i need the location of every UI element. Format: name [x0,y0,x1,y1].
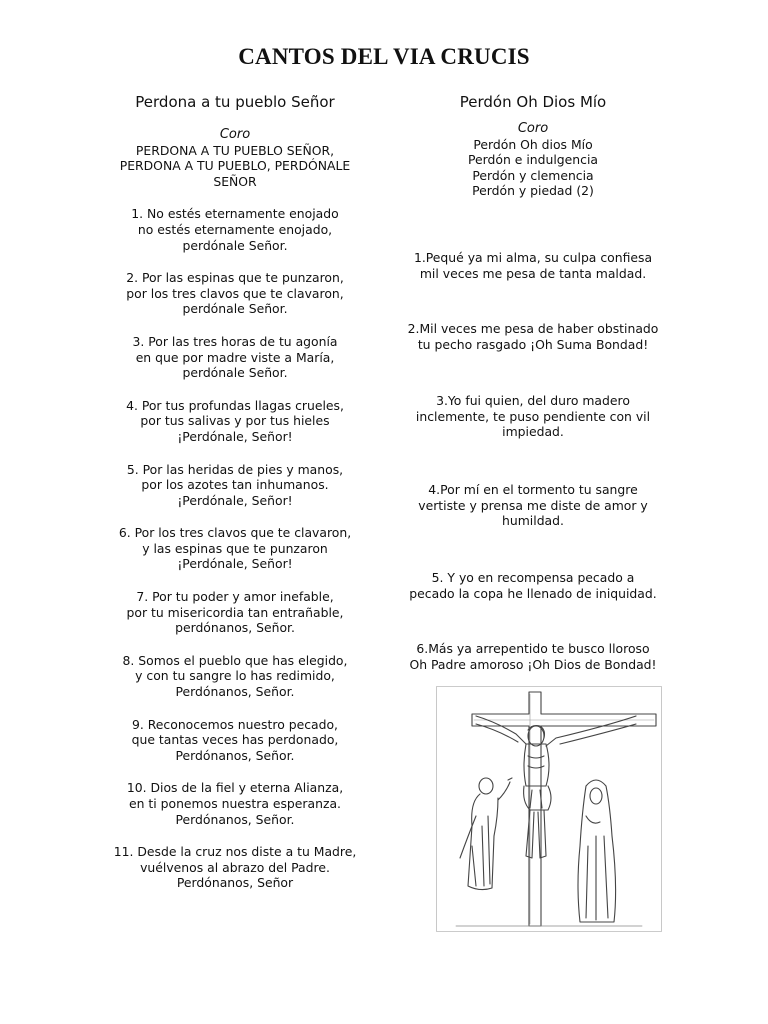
verse [394,570,672,601]
verse-line: 1.Pequé ya mi alma, su culpa confiesa [413,250,653,265]
verse-line: no estés eternamente enojado, [137,221,333,237]
verse-line: 8. Somos el pueblo que has elegido, [122,652,348,668]
verse-line: Perdónanos, Señor. [175,684,295,700]
crucifixion-illustration [436,686,662,932]
verse [98,462,372,509]
verse [98,398,372,445]
verse-line: ¡Perdónale, Señor! [177,492,293,508]
song-left [98,93,372,891]
verse-line: 2.Mil veces me pesa de haber obstinado [407,321,659,336]
saint-john-figure-icon [460,778,512,890]
verse-line: Oh Padre amoroso ¡Oh Dios de Bondad! [409,656,657,672]
verse-line: humildad. [502,513,564,529]
coro-line: PERDONA A TU PUEBLO, PERDÓNALE [119,158,351,174]
verse-line: 3. Por las tres horas de tu agonía [132,333,338,349]
verse-line: 10. Dios de la fiel y eterna Alianza, [126,780,344,796]
verse-line: en ti ponemos nuestra esperanza. [128,796,342,811]
song-right-heading: Perdón Oh Dios Mío [459,93,607,111]
song-left-heading: Perdona a tu pueblo Señor [135,93,335,111]
coro-line: PERDONA A TU PUEBLO SEÑOR, [135,142,335,158]
verse-line: 6. Por los tres clavos que te clavaron, [118,525,352,541]
verse-line: Perdónanos, Señor. [175,747,295,763]
verse-line: perdónanos, Señor. [175,620,295,636]
verse-line: y con tu sangre lo has redimido, [135,668,335,684]
verse-line: Perdónanos, Señor [176,875,294,891]
verse-line: 4.Por mí en el tormento tu sangre [428,482,638,497]
coro-line: Perdón y clemencia [472,167,594,183]
verse-line: Perdónanos, Señor. [175,811,295,827]
verse-line: por tus salivas y por tus hieles [140,413,330,429]
verse-line: que tantas veces has perdonado, [131,732,339,748]
verse-line: 1. No estés eternamente enojado [131,206,339,222]
verse-line: vertiste y prensa me diste de amor y [418,497,648,513]
verse-line: perdónale Señor. [182,365,288,381]
verse-line: por los azotes tan inhumanos. [141,477,329,493]
verse-line: perdónale Señor. [182,237,288,253]
verse [98,589,372,636]
verse-line: 11. Desde la cruz nos diste a tu Madre, [113,844,357,860]
virgin-mary-figure-icon [578,780,616,922]
verse [394,321,672,352]
verse [98,653,372,700]
verse [394,641,672,672]
verse-line: 4. Por tus profundas llagas crueles, [126,397,344,413]
coro-label: Coro [219,127,251,142]
verse-line: y las espinas que te punzaron [142,540,328,556]
verse-line: mil veces me pesa de tanta maldad. [419,265,647,281]
coro-line: Perdón y piedad (2) [472,183,594,199]
verse-line: por los tres clavos que te clavaron, [126,285,344,301]
verse-line: en que por madre viste a María, [135,349,335,365]
verse-line: inclemente, te puso pendiente con vil [415,408,651,424]
verse-line: 9. Reconocemos nuestro pecado, [131,716,338,732]
verse-line: tu pecho rasgado ¡Oh Suma Bondad! [417,336,649,352]
verse [394,482,672,529]
verse-line: impiedad. [502,424,564,440]
verse-line: pecado la copa he llenado de iniquidad. [409,585,657,601]
verse [98,780,372,827]
verse-line: 7. Por tu poder y amor inefable, [136,589,334,605]
verse-line: por tu misericordia tan entrañable, [126,604,344,620]
coro-line: Perdón Oh dios Mío [473,136,593,152]
verse-line: vuélvenos al abrazo del Padre. [140,859,330,875]
verse [98,717,372,764]
verse [98,525,372,572]
cross-icon [472,692,656,926]
verse-line: 6.Más ya arrepentido te busco lloroso [416,641,650,656]
verse-line: perdónale Señor. [182,301,288,317]
verse [98,206,372,253]
coro-line: Perdón e indulgencia [468,152,598,168]
verse-line: 3.Yo fui quien, del duro madero [436,393,630,408]
verse-line: 2. Por las espinas que te punzaron, [126,270,344,286]
verse-line: 5. Por las heridas de pies y manos, [126,461,344,477]
page-title: CANTOS DEL VIA CRUCIS [238,44,530,69]
coro-line: SEÑOR [213,173,257,189]
song-right [394,93,672,199]
verse [98,334,372,381]
verse-line: ¡Perdónale, Señor! [177,556,293,572]
verse-line: 5. Y yo en recompensa pecado a [431,570,635,585]
coro-label: Coro [517,121,549,136]
verse [394,250,672,281]
verse [98,270,372,317]
verse-line: ¡Perdónale, Señor! [177,428,293,444]
verse [98,844,372,891]
verse [394,393,672,440]
